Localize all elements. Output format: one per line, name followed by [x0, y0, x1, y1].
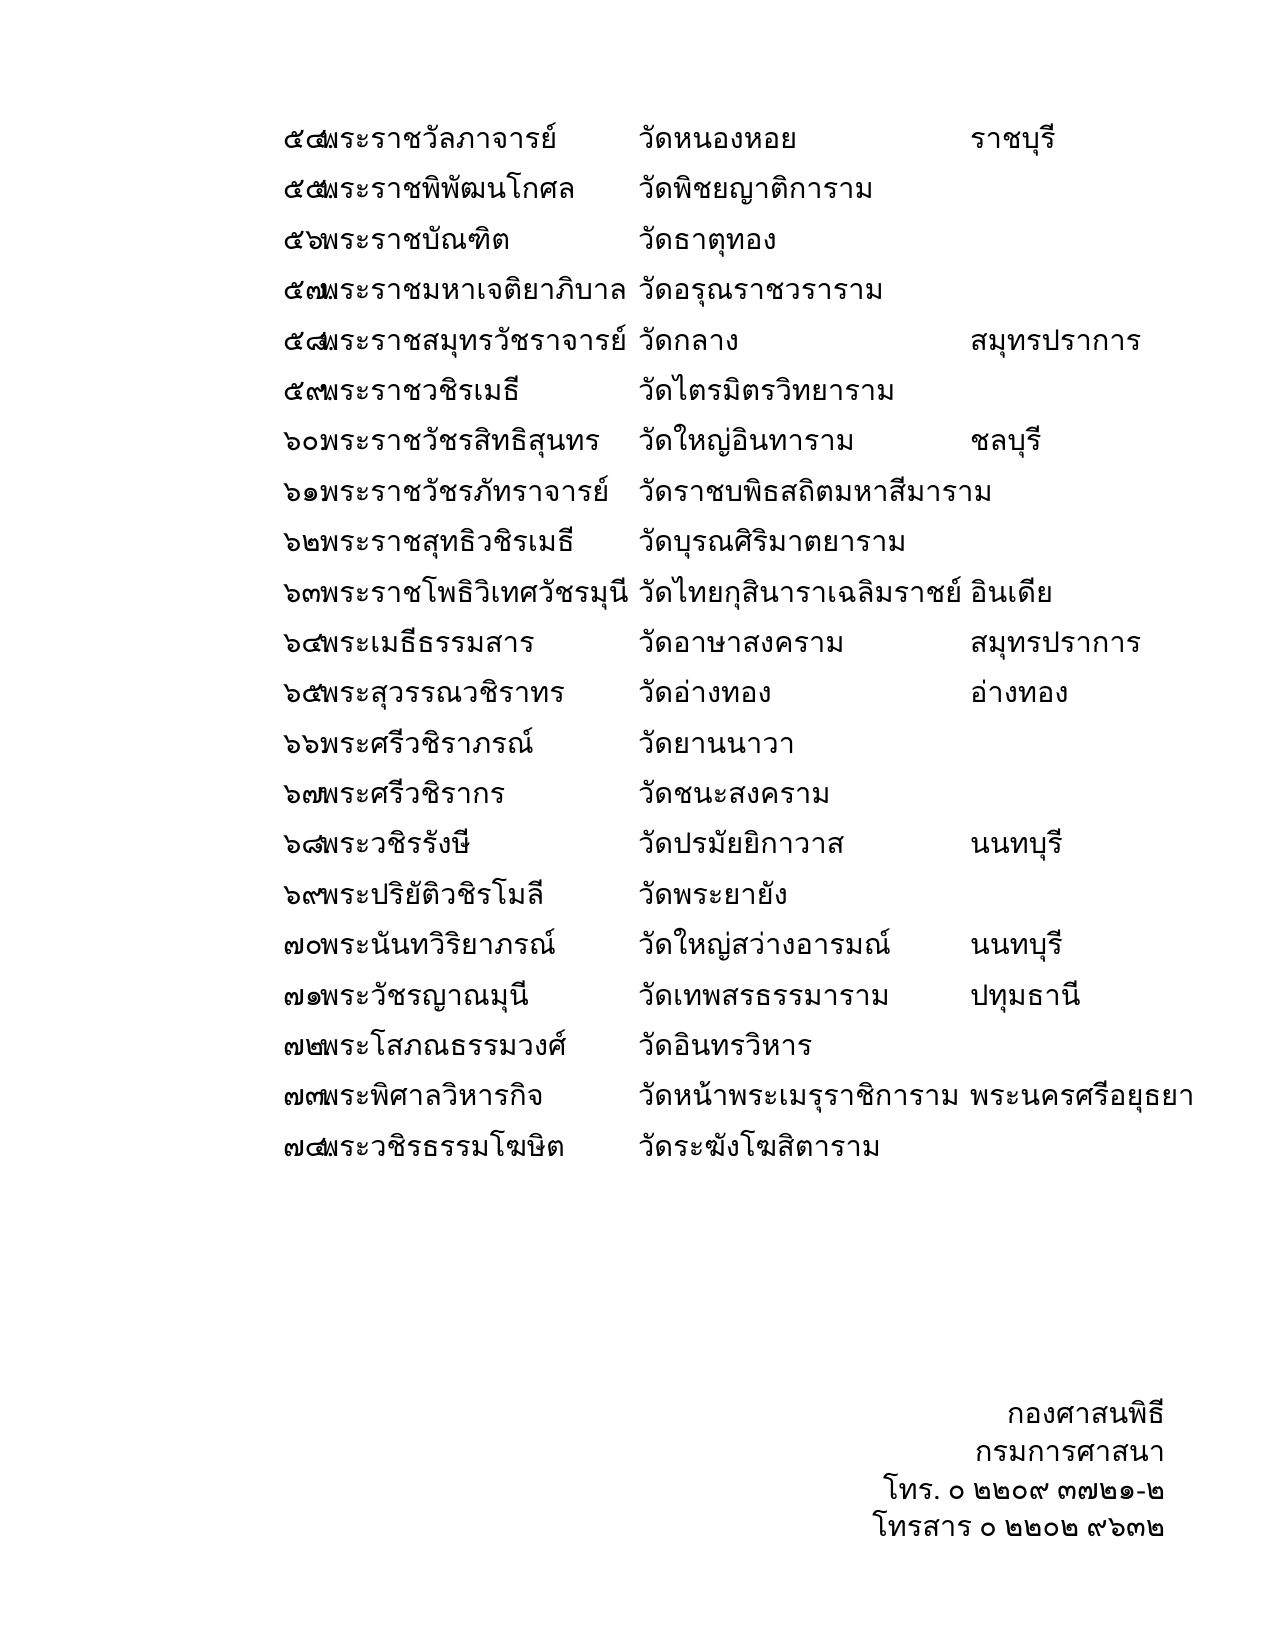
province-name: สมุทรปราการ: [970, 626, 1142, 659]
monk-name: พระโสภณธรรมวงศ์: [320, 1030, 567, 1063]
monk-name: พระวชิรธรรมโฆษิต: [320, 1130, 565, 1163]
footer-block: [872, 1396, 1165, 1547]
row-number: ๖๗.: [283, 778, 331, 811]
table-row: [283, 517, 1183, 567]
table-row: [283, 1021, 1183, 1071]
monk-name: พระราชวัชรสิทธิสุนทร: [320, 425, 601, 458]
table-row: [283, 164, 1183, 214]
province-name: นนทบุรี: [970, 828, 1063, 861]
temple-name: วัดอินทรวิหาร: [638, 1030, 813, 1063]
temple-name: วัดพิชยญาติการาม: [638, 173, 874, 206]
province-name: อินเดีย: [970, 576, 1053, 609]
row-number: ๕๕.: [283, 173, 335, 206]
row-number: ๖๑.: [283, 475, 328, 508]
monk-name: พระราชสุทธิวชิรเมธี: [320, 526, 575, 559]
row-number: ๗๑.: [283, 979, 331, 1012]
monk-name: พระนันทวิริยาภรณ์: [320, 929, 556, 962]
temple-name: วัดหนองหอย: [638, 123, 798, 155]
table-row: [283, 416, 1183, 466]
fax-line: โทรสาร ๐ ๒๒๐๒ ๙๖๓๒: [872, 1511, 1165, 1544]
temple-name: วัดอ่างทอง: [638, 677, 772, 710]
phone-line: โทร. ๐ ๒๒๐๙ ๓๗๒๑-๒: [882, 1473, 1165, 1506]
monk-name: พระราชสมุทรวัชราจารย์: [320, 324, 627, 357]
table-row: [283, 920, 1183, 970]
monk-name: พระศรีวชิรากร: [320, 778, 506, 811]
monk-name: พระราชโพธิวิเทศวัชรมุนี: [320, 576, 629, 609]
table-row: [283, 1122, 1183, 1172]
temple-name: วัดระฆังโฆสิตาราม: [638, 1130, 881, 1163]
table-row: [283, 719, 1183, 769]
monk-name: พระราชวชิรเมธี: [320, 374, 521, 407]
province-name: อ่างทอง: [970, 677, 1069, 710]
row-number: ๖๔.: [283, 626, 331, 659]
table-row: [283, 265, 1183, 315]
monk-name: พระราชพิพัฒนโกศล: [320, 173, 576, 206]
row-number: ๗๓.: [283, 1080, 332, 1113]
temple-name: วัดธาตุทอง: [638, 223, 777, 256]
table-row: [283, 366, 1183, 416]
monk-name: พระวชิรรังษี: [320, 828, 471, 861]
table-row: [283, 215, 1183, 265]
monk-name: พระศรีวชิราภรณ์: [320, 727, 534, 760]
temple-name: วัดพระยายัง: [638, 878, 788, 911]
monk-name: พระวัชรญาณมุนี: [320, 979, 529, 1012]
row-number: ๕๘.: [283, 324, 335, 357]
row-number: ๖๘.: [283, 828, 332, 861]
table-row: [283, 870, 1183, 920]
row-number: ๗๐.: [283, 929, 330, 962]
temple-name: วัดชนะสงคราม: [638, 778, 831, 811]
table-row: [283, 114, 1183, 164]
province-name: สมุทรปราการ: [970, 324, 1142, 357]
monk-name: พระปริยัติวชิรโมลี: [320, 878, 545, 911]
temple-name: วัดใหญ่อินทาราม: [638, 425, 855, 458]
row-number: ๕๖.: [283, 223, 331, 256]
row-number: ๗๔.: [283, 1130, 335, 1163]
temple-name: วัดบุรณศิริมาตยาราม: [638, 526, 907, 559]
row-number: ๕๗.: [283, 274, 335, 307]
monk-name: พระราชบัณฑิต: [320, 223, 511, 256]
row-number: ๕๙.: [283, 374, 334, 407]
ecclesiastical-list: [283, 114, 1195, 1172]
row-number: ๖๖.: [283, 727, 328, 760]
row-number: ๗๒.: [283, 1030, 332, 1063]
table-row: [283, 971, 1183, 1021]
monk-name: พระสุวรรณวชิราทร: [320, 677, 565, 710]
row-number: ๕๔.: [283, 123, 335, 155]
row-number: ๖๐.: [283, 425, 327, 458]
temple-name: วัดกลาง: [638, 324, 739, 357]
table-row: [283, 618, 1183, 668]
temple-name: วัดยานนาวา: [638, 727, 795, 760]
temple-name: วัดไตรมิตรวิทยาราม: [638, 374, 896, 407]
table-row: [283, 467, 1183, 517]
province-name: พระนครศรีอยุธยา: [970, 1080, 1195, 1113]
table-row: [283, 668, 1183, 718]
temple-name: วัดหน้าพระเมรุราชิการาม: [638, 1080, 960, 1113]
temple-name: วัดอาษาสงคราม: [638, 626, 845, 659]
row-number: ๖๕.: [283, 677, 331, 710]
temple-name: วัดราชบพิธสถิตมหาสีมาราม: [638, 475, 993, 508]
province-name: ปทุมธานี: [970, 979, 1081, 1012]
monk-name: พระราชวัลภาจารย์: [320, 123, 558, 155]
issuing-department: กรมการศาสนา: [974, 1435, 1165, 1468]
monk-name: พระราชวัชรภัทราจารย์: [320, 475, 610, 508]
row-number: ๖๙.: [283, 878, 330, 911]
table-row: [283, 819, 1183, 869]
province-name: ราชบุรี: [970, 123, 1056, 155]
temple-name: วัดเทพสรธรรมาราม: [638, 979, 890, 1012]
temple-name: วัดอรุณราชวราราม: [638, 274, 884, 307]
row-number: ๖๓.: [283, 576, 329, 609]
temple-name: วัดไทยกุสินาราเฉลิมราชย์: [638, 576, 963, 609]
table-row: [283, 1071, 1195, 1121]
table-row: [283, 316, 1183, 366]
monk-name: พระพิศาลวิหารกิจ: [320, 1080, 544, 1113]
table-row: [283, 568, 1183, 618]
monk-name: พระเมธีธรรมสาร: [320, 626, 535, 659]
monk-name: พระราชมหาเจติยาภิบาล: [320, 274, 627, 307]
temple-name: วัดปรมัยยิกาวาส: [638, 828, 845, 861]
issuing-division: กองศาสนพิธี: [1006, 1398, 1165, 1430]
table-row: [283, 769, 1183, 819]
province-name: นนทบุรี: [970, 929, 1063, 962]
temple-name: วัดใหญ่สว่างอารมณ์: [638, 929, 891, 962]
province-name: ชลบุรี: [970, 425, 1042, 458]
row-number: ๖๒.: [283, 526, 328, 559]
